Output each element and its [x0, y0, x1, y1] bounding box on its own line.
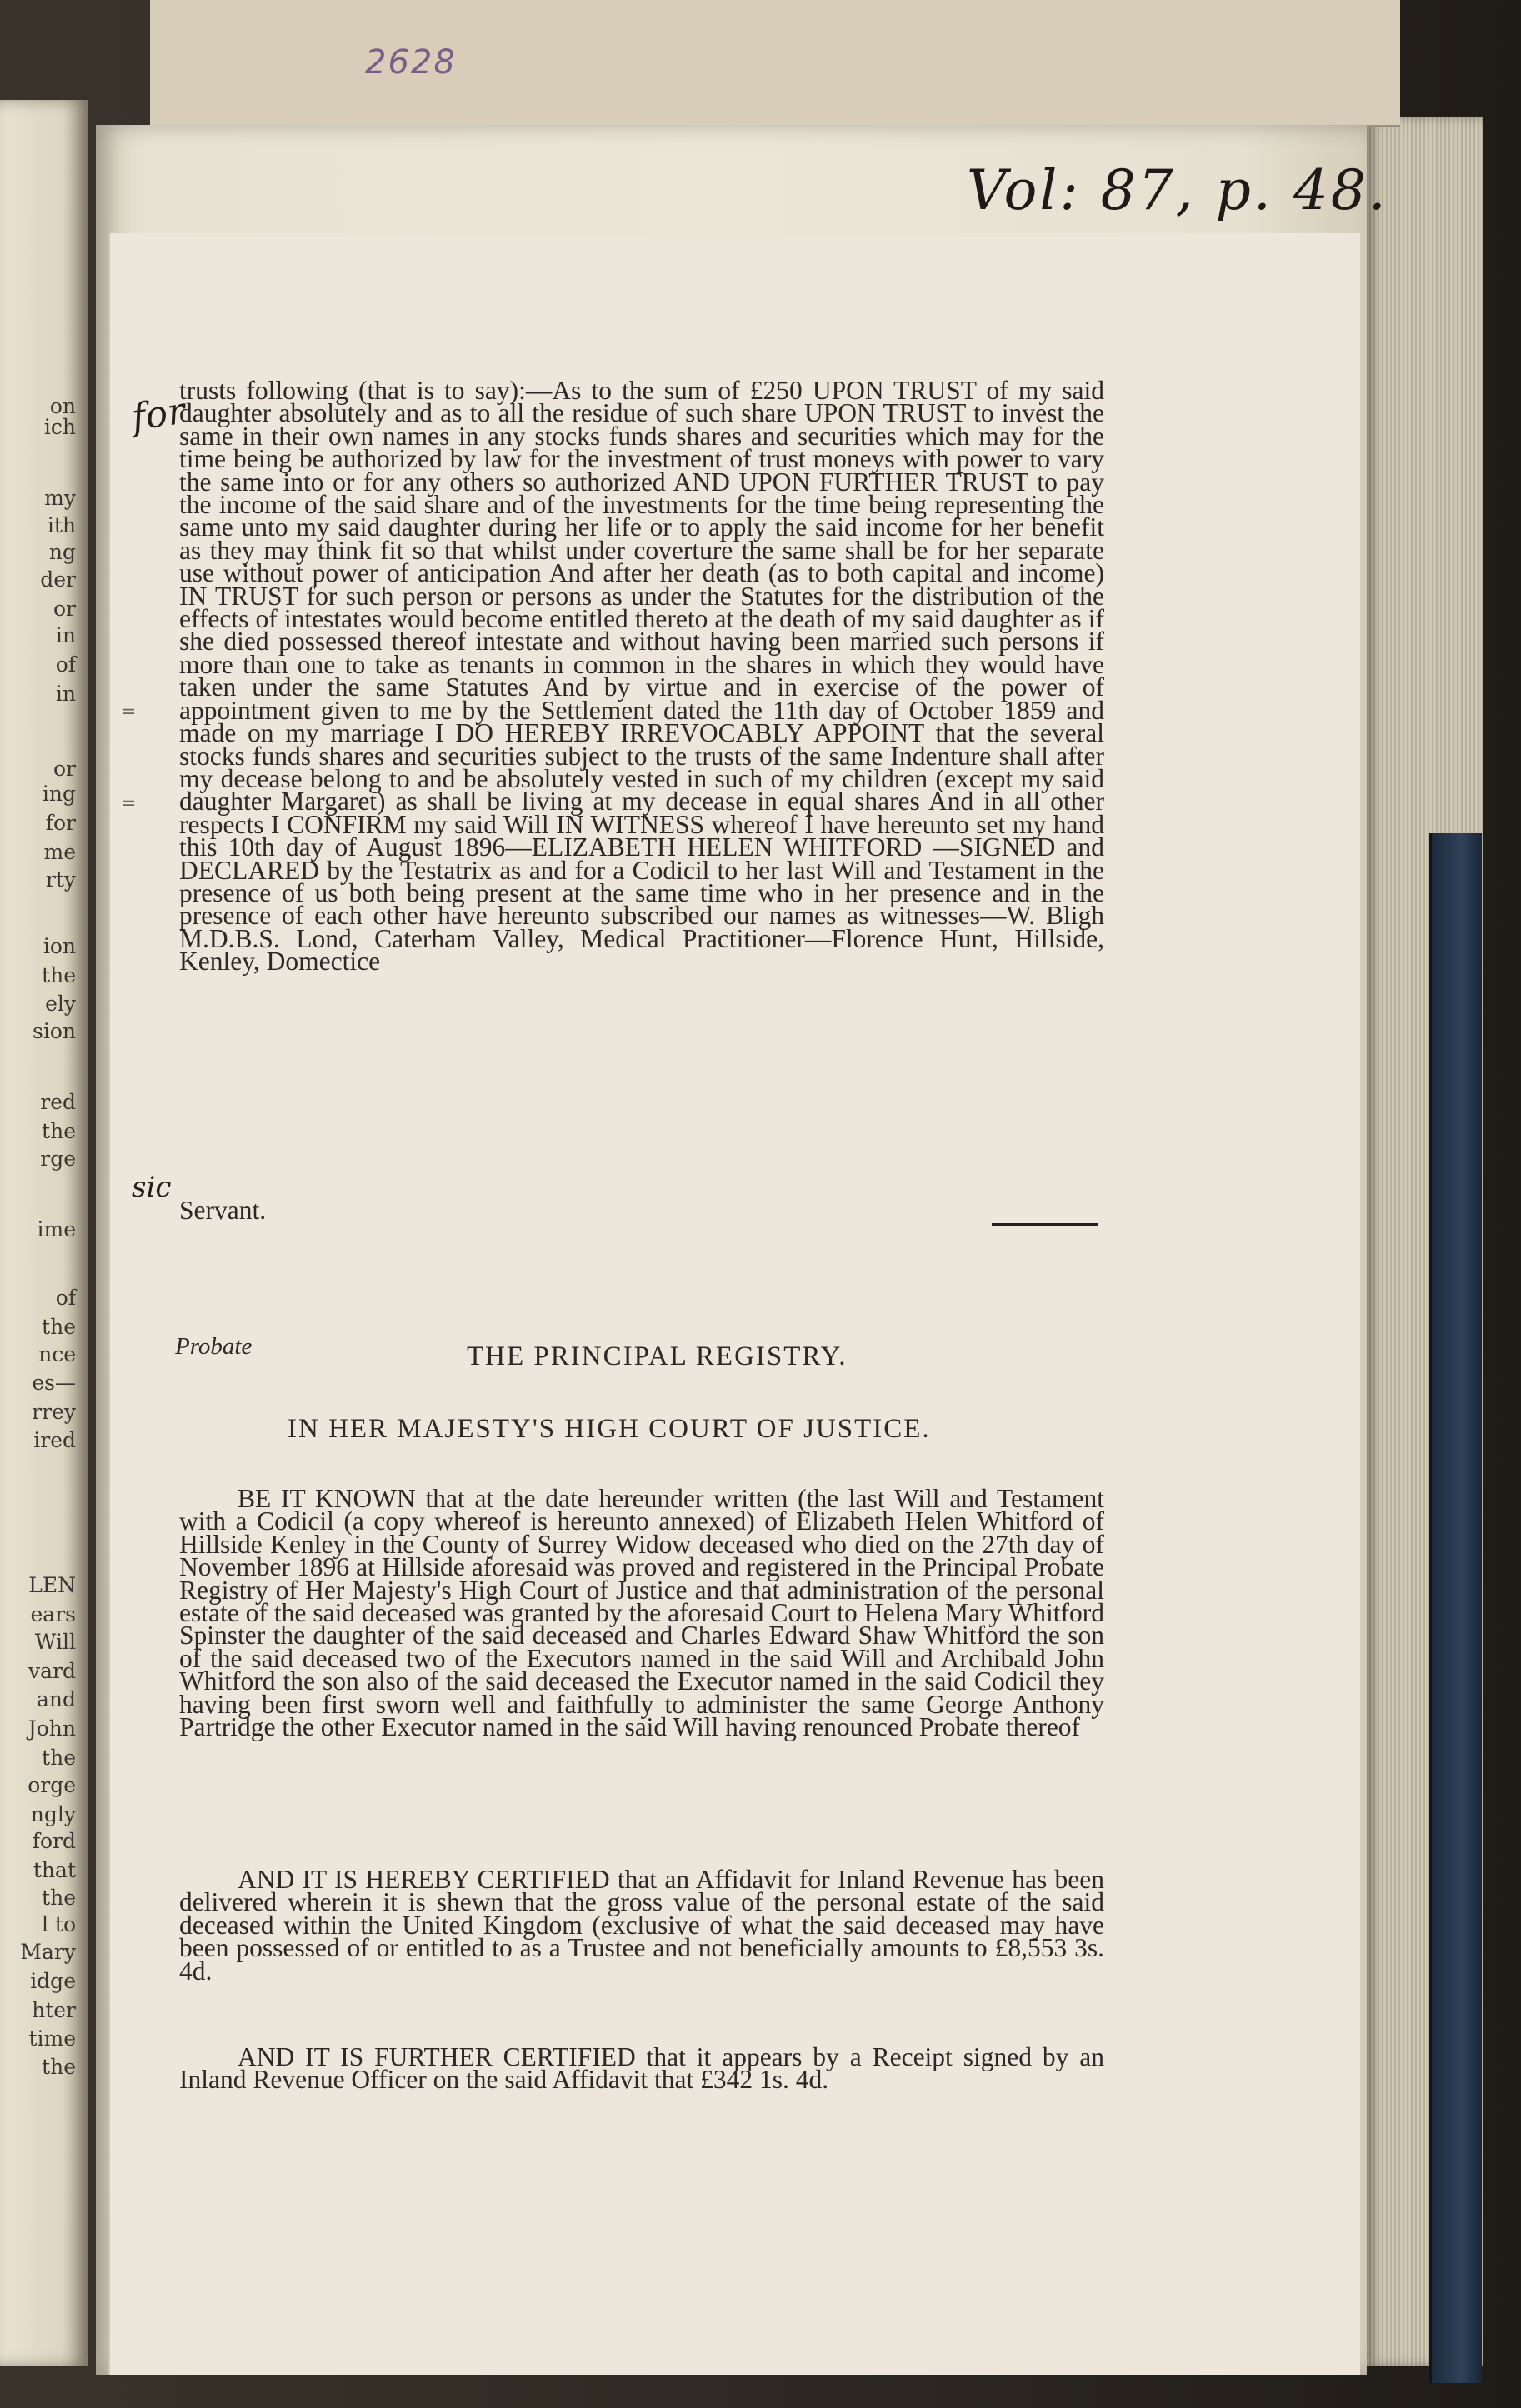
will-paragraph: trusts following (that is to say):—As to the sum of £250 UPON TRUST of my said daughter absolutely and as to all the residue of such share UPON TRUST to invest the same in their own names in any stocks funds shares and securities which may for the time being be authorized by law for the investment of trust moneys with power to vary the same into or for any others so authorized AND UPON FURTHER TRUST to pay the income of the said share and of the investments for the time being representing the same unto my said daughter during her life or to apply the said income for her benefit as they may think fit so that whilst under coverture the same shall be for her separate use without power of anticipation And after her death (as to both capital and income) IN TRUST for such person or persons as under the Statutes for the distribution of the effects of intestates would become entitled thereto at the death of my said daughter as if she died possessed thereof intestate and without having been married such persons if more than one to take as tenants in common in the shares in which they would have taken under the same Statutes And by virtue and in exercise of the power of appointment given to me by the Settlement dated the 11th day of October 1859 and made on my marriage I DO HEREBY IRREVOCABLY APPOINT that the several stocks funds shares and securities subject to the trusts of the same Indenture shall after my decease belong to and be absolutely vested in such of my children (except my said daughter Margaret) as shall be living at my decease in equal shares And in all other respects I CONFIRM my said Will IN WITNESS whereof I have hereunto set my hand this 10th day of August 1896—ELIZABETH HELEN WHITFORD —SIGNED and DECLARED by the Testatrix as and for a Codicil to her last Will and Testament in the presence of us both being present at the same time who in her presence and in the presence of each other have hereunto subscribed our names as witnesses—W. Bligh M.D.B.S. Lond, Caterham Valley, Medical Practitioner—Florence Hunt, Hillside, Kenley, Domectice [179, 376, 1104, 977]
catalog-card [150, 0, 1400, 127]
previous-page-text-fragment: orge [28, 1773, 76, 1797]
previous-page-text-fragment: ich [43, 415, 76, 439]
previous-page-text-fragment: Will [34, 1630, 76, 1654]
certified-paragraph-1: AND IT IS HEREBY CERTIFIED that an Affidavit for Inland Revenue has been delivered wherein it is shewn that the gross value of the personal estate of the said deceased within the United Kingdom (exclusive of what the said deceased may have been possessed of or entitled to as a Trustee and not beneficially amounts to £8,553 3s. 4d. [179, 1865, 1104, 1986]
certified-paragraph-2: AND IT IS FURTHER CERTIFIED that it appears by a Receipt signed by an Inland Revenue Officer on the said Affidavit that £342 1s. 4d. [179, 2042, 1104, 2095]
previous-page-text-fragment: for [45, 811, 76, 835]
previous-page-text-fragment: l to [41, 1912, 76, 1936]
previous-page-text-fragment: or [53, 597, 76, 621]
previous-page-text-fragment: nce [38, 1342, 76, 1366]
previous-page-text-fragment: me [43, 840, 76, 864]
catalog-number: 2628 [365, 43, 457, 82]
previous-page-text-fragment: rrey [32, 1400, 76, 1424]
court-heading: IN HER MAJESTY'S HIGH COURT OF JUSTICE. [288, 1414, 931, 1444]
previous-page-text-fragment: or [53, 757, 76, 781]
previous-page-text-fragment: the [42, 1315, 76, 1339]
previous-page-text-fragment: the [42, 1886, 76, 1910]
previous-page-text-fragment: es— [32, 1371, 76, 1395]
previous-page-text-fragment: ford [32, 1829, 76, 1853]
previous-page-text-fragment: of [55, 652, 76, 677]
blue-cover-tab [1429, 833, 1482, 2383]
previous-page-text-fragment: the [42, 1119, 76, 1143]
receipt-certificate [179, 2042, 1104, 2095]
grant-of-probate-text [179, 1484, 1104, 1742]
previous-page-text-fragment: ely [45, 992, 76, 1016]
previous-page-text-fragment: in [55, 682, 76, 706]
previous-page-text-fragment: ngly [30, 1802, 76, 1826]
margin-note-sic: sic [132, 1171, 172, 1204]
previous-page-text-fragment: ired [33, 1428, 76, 1452]
grant-paragraph: BE IT KNOWN that at the date hereunder written (the last Will and Testament with a Codicil (a copy whereof is hereunto annexed) of Elizabeth Helen Whitford of Hillside Kenley in the County of Surrey Widow deceased who died on the 27th day of November 1896 at Hillside aforesaid was proved and registered in the Principal Probate Registry of Her Majesty's High Court of Justice and that administration of the personal estate of the said deceased was granted by the aforesaid Court to Helena Mary Whitford Spinster the daughter of the said deceased and Charles Edward Shaw Whitford the son of the said deceased two of the Executors named in the said Will and Archibald John Whitford the son also of the said deceased the Executor named in the said Codicil they having been first sworn well and faithfully to administer the same George Anthony Partridge the other Executor named in the said Will having renounced Probate thereof [179, 1484, 1104, 1742]
previous-page-text-fragment: ing [42, 782, 76, 806]
will-codicil-text [179, 376, 1104, 977]
previous-page-text-fragment: ime [37, 1217, 76, 1241]
signature-rule [992, 1223, 1098, 1226]
previous-page-text-fragment: ith [47, 513, 76, 537]
previous-page-edge [0, 100, 88, 2366]
previous-page-text-fragment: ng [48, 540, 76, 564]
will-closing: Servant. [179, 1196, 267, 1225]
margin-dash: = [121, 702, 137, 722]
previous-page-text-fragment: that [33, 1858, 76, 1882]
previous-page-text-fragment: John [28, 1716, 76, 1741]
previous-page-text-fragment: of [55, 1286, 76, 1310]
previous-page-text-fragment: the [42, 1746, 76, 1770]
previous-page-text-fragment: sion [33, 1019, 76, 1043]
previous-page-text-fragment: vard [28, 1659, 76, 1683]
previous-page-text-fragment: der [40, 567, 76, 592]
previous-page-text-fragment: my [44, 486, 76, 510]
previous-page-text-fragment: in [55, 623, 76, 647]
probate-label: Probate [175, 1333, 253, 1360]
previous-page-text-fragment: hter [32, 1998, 76, 2022]
previous-page-text-fragment: Mary [20, 1940, 76, 1964]
previous-page-text-fragment: and [36, 1687, 76, 1711]
margin-dash: = [121, 793, 137, 814]
affidavit-certificate [179, 1865, 1104, 1986]
volume-reference: Vol: 87, p. 48. [967, 158, 1388, 222]
previous-page-text-fragment: time [28, 2026, 76, 2051]
previous-page-text-fragment: ion [43, 934, 76, 958]
previous-page-text-fragment: LEN [28, 1573, 76, 1597]
previous-page-text-fragment: ears [30, 1602, 76, 1626]
previous-page-text-fragment: red [40, 1090, 76, 1114]
registry-heading: THE PRINCIPAL REGISTRY. [467, 1341, 848, 1371]
previous-page-text-fragment: on [49, 394, 76, 418]
previous-page-text-fragment: rge [40, 1147, 76, 1171]
previous-page-text-fragment: idge [30, 1969, 76, 1993]
margin-note-for: for [128, 389, 188, 440]
previous-page-text-fragment: the [42, 963, 76, 987]
previous-page-text-fragment: rty [45, 867, 76, 892]
previous-page-text-fragment: the [42, 2055, 76, 2079]
